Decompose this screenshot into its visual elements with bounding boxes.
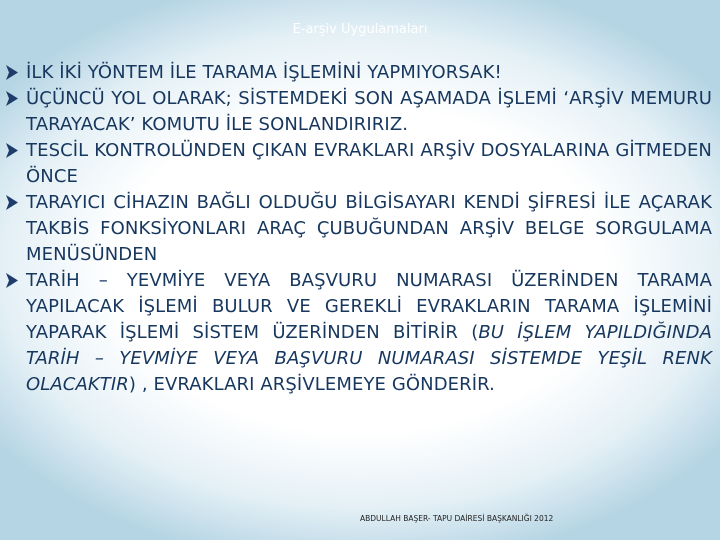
bullet-text: İLK İKİ YÖNTEM İLE TARAMA İŞLEMİNİ YAPMIYORSAK! <box>26 62 502 83</box>
arrow-bullet-icon <box>5 190 23 216</box>
bullet-text-italic: BU İŞLEM YAPILDIĞINDA TARİH – YEVMİYE VEYA BAŞVURU NUMARASI SİSTEMDE YEŞİL RENK OLACAKTIR <box>26 322 712 395</box>
arrow-bullet-icon <box>5 60 23 86</box>
bullet-item <box>4 268 712 398</box>
bullet-text: ÜÇÜNCÜ YOL OLARAK; SİSTEMDEKİ SON AŞAMADA İŞLEMİ ‘ARŞİV MEMURU TARAYACAK’ KOMUTU İLE SONLANDIRIRIZ. <box>26 88 712 135</box>
bullet-item <box>4 60 712 86</box>
arrow-bullet-icon <box>5 268 23 294</box>
bullet-item <box>4 138 712 190</box>
arrow-bullet-icon <box>5 86 23 112</box>
slide-title: E-arşiv Uygulamaları <box>292 22 428 37</box>
bullet-text-after: ) , EVRAKLARI ARŞİVLEMEYE GÖNDERİR. <box>128 374 495 395</box>
bullet-text: TARAYICI CİHAZIN BAĞLI OLDUĞU BİLGİSAYARI KENDİ ŞİFRESİ İLE AÇARAK TAKBİS FONKSİYONLARI ARAÇ ÇUBUĞUNDAN ARŞİV BELGE SORGULAMA MENÜSÜNDEN <box>26 192 712 265</box>
footer-credit: ABDULLAH BAŞER- TAPU DAİRESİ BAŞKANLIĞI 2012 <box>360 514 554 523</box>
arrow-bullet-icon <box>5 138 23 164</box>
bullet-text-before: TARİH – YEVMİYE VEYA BAŞVURU NUMARASI ÜZERİNDEN TARAMA YAPILACAK İŞLEMİ BULUR VE GEREKLİ EVRAKLARIN TARAMA İŞLEMİNİ YAPARAK İŞLEMİ SİSTEM ÜZERİNDEN BİTİRİR ( <box>26 270 712 343</box>
bullet-text: TESCİL KONTROLÜNDEN ÇIKAN EVRAKLARI ARŞİV DOSYALARINA GİTMEDEN ÖNCE <box>26 140 712 187</box>
bullet-item <box>4 86 712 138</box>
bullet-list <box>4 60 712 398</box>
bullet-item <box>4 190 712 268</box>
